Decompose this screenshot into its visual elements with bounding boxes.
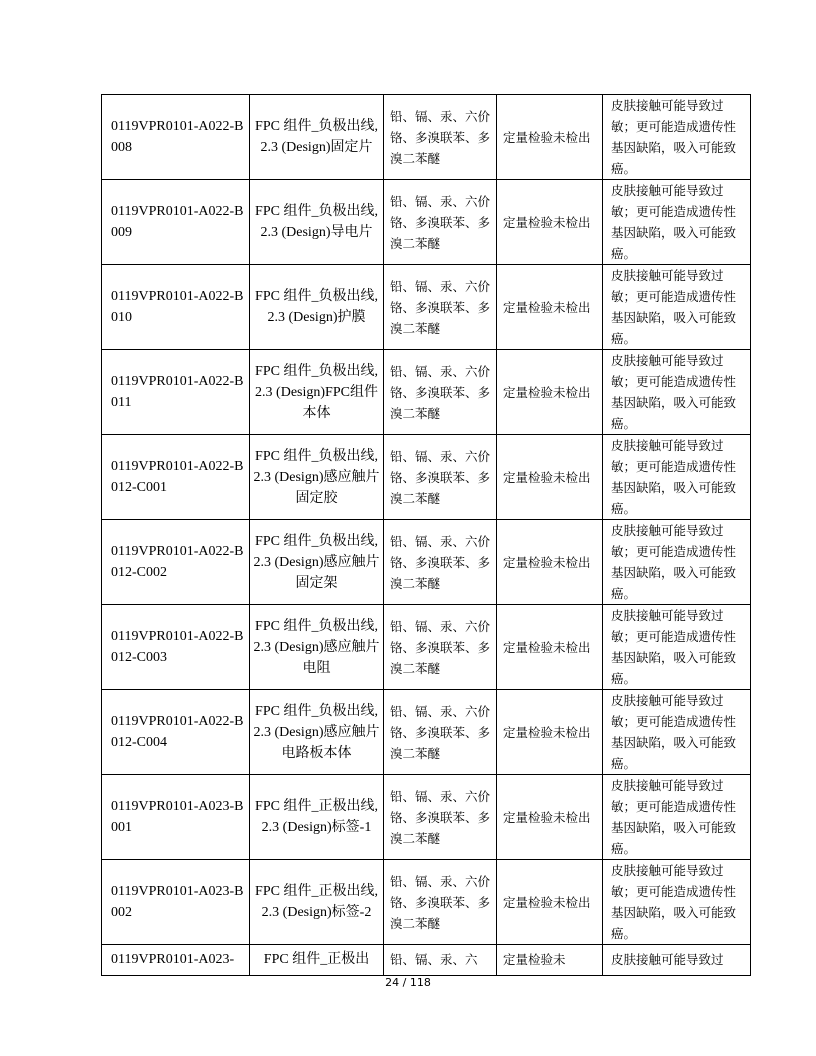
health-effect-cell: 皮肤接触可能导致过敏；更可能造成遗传性基因缺陷，吸入可能致癌。 [603, 690, 751, 775]
component-cell: FPC 组件_负极出线,2.3 (Design)护膜 [250, 265, 384, 350]
test-method-cell: 定量检验未检出 [497, 180, 603, 265]
part-id-cell: 0119VPR0101-A023- [102, 945, 250, 976]
substances-cell: 铅、镉、汞、六价铬、多溴联苯、多溴二苯醚 [384, 520, 497, 605]
substances-cell: 铅、镉、汞、六 [384, 945, 497, 976]
table-row [102, 265, 751, 350]
test-method-cell: 定量检验未检出 [497, 350, 603, 435]
part-id-cell: 0119VPR0101-A023-B001 [102, 775, 250, 860]
test-method-cell: 定量检验未检出 [497, 435, 603, 520]
table-row [102, 350, 751, 435]
health-effect-cell: 皮肤接触可能导致过敏；更可能造成遗传性基因缺陷，吸入可能致癌。 [603, 605, 751, 690]
part-id-cell: 0119VPR0101-A022-B012-C004 [102, 690, 250, 775]
table-row [102, 180, 751, 265]
part-id-cell: 0119VPR0101-A023-B002 [102, 860, 250, 945]
part-id-cell: 0119VPR0101-A022-B012-C003 [102, 605, 250, 690]
table-row [102, 95, 751, 180]
health-effect-cell: 皮肤接触可能导致过敏；更可能造成遗传性基因缺陷，吸入可能致癌。 [603, 180, 751, 265]
health-effect-cell: 皮肤接触可能导致过敏；更可能造成遗传性基因缺陷，吸入可能致癌。 [603, 265, 751, 350]
table-row [102, 435, 751, 520]
health-effect-cell: 皮肤接触可能导致过敏；更可能造成遗传性基因缺陷，吸入可能致癌。 [603, 95, 751, 180]
part-id-cell: 0119VPR0101-A022-B012-C001 [102, 435, 250, 520]
test-method-cell: 定量检验未检出 [497, 265, 603, 350]
substances-cell: 铅、镉、汞、六价铬、多溴联苯、多溴二苯醚 [384, 860, 497, 945]
component-cell: FPC 组件_正极出 [250, 945, 384, 976]
health-effect-cell: 皮肤接触可能导致过敏；更可能造成遗传性基因缺陷，吸入可能致癌。 [603, 860, 751, 945]
part-id-cell: 0119VPR0101-A022-B009 [102, 180, 250, 265]
part-id-cell: 0119VPR0101-A022-B011 [102, 350, 250, 435]
table-row [102, 520, 751, 605]
substances-cell: 铅、镉、汞、六价铬、多溴联苯、多溴二苯醚 [384, 605, 497, 690]
health-effect-cell: 皮肤接触可能导致过 [603, 945, 751, 976]
component-cell: FPC 组件_负极出线,2.3 (Design)导电片 [250, 180, 384, 265]
part-id-cell: 0119VPR0101-A022-B008 [102, 95, 250, 180]
substances-cell: 铅、镉、汞、六价铬、多溴联苯、多溴二苯醚 [384, 265, 497, 350]
test-method-cell: 定量检验未检出 [497, 860, 603, 945]
component-cell: FPC 组件_负极出线,2.3 (Design)固定片 [250, 95, 384, 180]
health-effect-cell: 皮肤接触可能导致过敏；更可能造成遗传性基因缺陷，吸入可能致癌。 [603, 520, 751, 605]
substances-cell: 铅、镉、汞、六价铬、多溴联苯、多溴二苯醚 [384, 435, 497, 520]
substances-cell: 铅、镉、汞、六价铬、多溴联苯、多溴二苯醚 [384, 350, 497, 435]
component-cell: FPC 组件_负极出线,2.3 (Design)FPC组件本体 [250, 350, 384, 435]
test-method-cell: 定量检验未检出 [497, 520, 603, 605]
component-cell: FPC 组件_负极出线,2.3 (Design)感应触片固定架 [250, 520, 384, 605]
substances-cell: 铅、镉、汞、六价铬、多溴联苯、多溴二苯醚 [384, 775, 497, 860]
substances-cell: 铅、镉、汞、六价铬、多溴联苯、多溴二苯醚 [384, 690, 497, 775]
component-cell: FPC 组件_正极出线,2.3 (Design)标签-2 [250, 860, 384, 945]
substances-cell: 铅、镉、汞、六价铬、多溴联苯、多溴二苯醚 [384, 180, 497, 265]
table-row [102, 690, 751, 775]
test-method-cell: 定量检验未检出 [497, 690, 603, 775]
table-row [102, 775, 751, 860]
test-method-cell: 定量检验未检出 [497, 95, 603, 180]
health-effect-cell: 皮肤接触可能导致过敏；更可能造成遗传性基因缺陷，吸入可能致癌。 [603, 435, 751, 520]
component-cell: FPC 组件_负极出线,2.3 (Design)感应触片电阻 [250, 605, 384, 690]
table-row [102, 860, 751, 945]
component-cell: FPC 组件_负极出线,2.3 (Design)感应触片固定胶 [250, 435, 384, 520]
substances-cell: 铅、镉、汞、六价铬、多溴联苯、多溴二苯醚 [384, 95, 497, 180]
test-method-cell: 定量检验未检出 [497, 775, 603, 860]
test-method-cell: 定量检验未检出 [497, 605, 603, 690]
health-effect-cell: 皮肤接触可能导致过敏；更可能造成遗传性基因缺陷，吸入可能致癌。 [603, 350, 751, 435]
table-row [102, 605, 751, 690]
test-method-cell: 定量检验未 [497, 945, 603, 976]
page-number: 24 / 118 [385, 976, 431, 989]
substance-table-page [101, 94, 750, 967]
health-effect-cell: 皮肤接触可能导致过敏；更可能造成遗传性基因缺陷，吸入可能致癌。 [603, 775, 751, 860]
hazardous-substance-table [101, 94, 751, 976]
component-cell: FPC 组件_负极出线,2.3 (Design)感应触片电路板本体 [250, 690, 384, 775]
part-id-cell: 0119VPR0101-A022-B010 [102, 265, 250, 350]
component-cell: FPC 组件_正极出线,2.3 (Design)标签-1 [250, 775, 384, 860]
part-id-cell: 0119VPR0101-A022-B012-C002 [102, 520, 250, 605]
table-row-continued [102, 945, 751, 976]
